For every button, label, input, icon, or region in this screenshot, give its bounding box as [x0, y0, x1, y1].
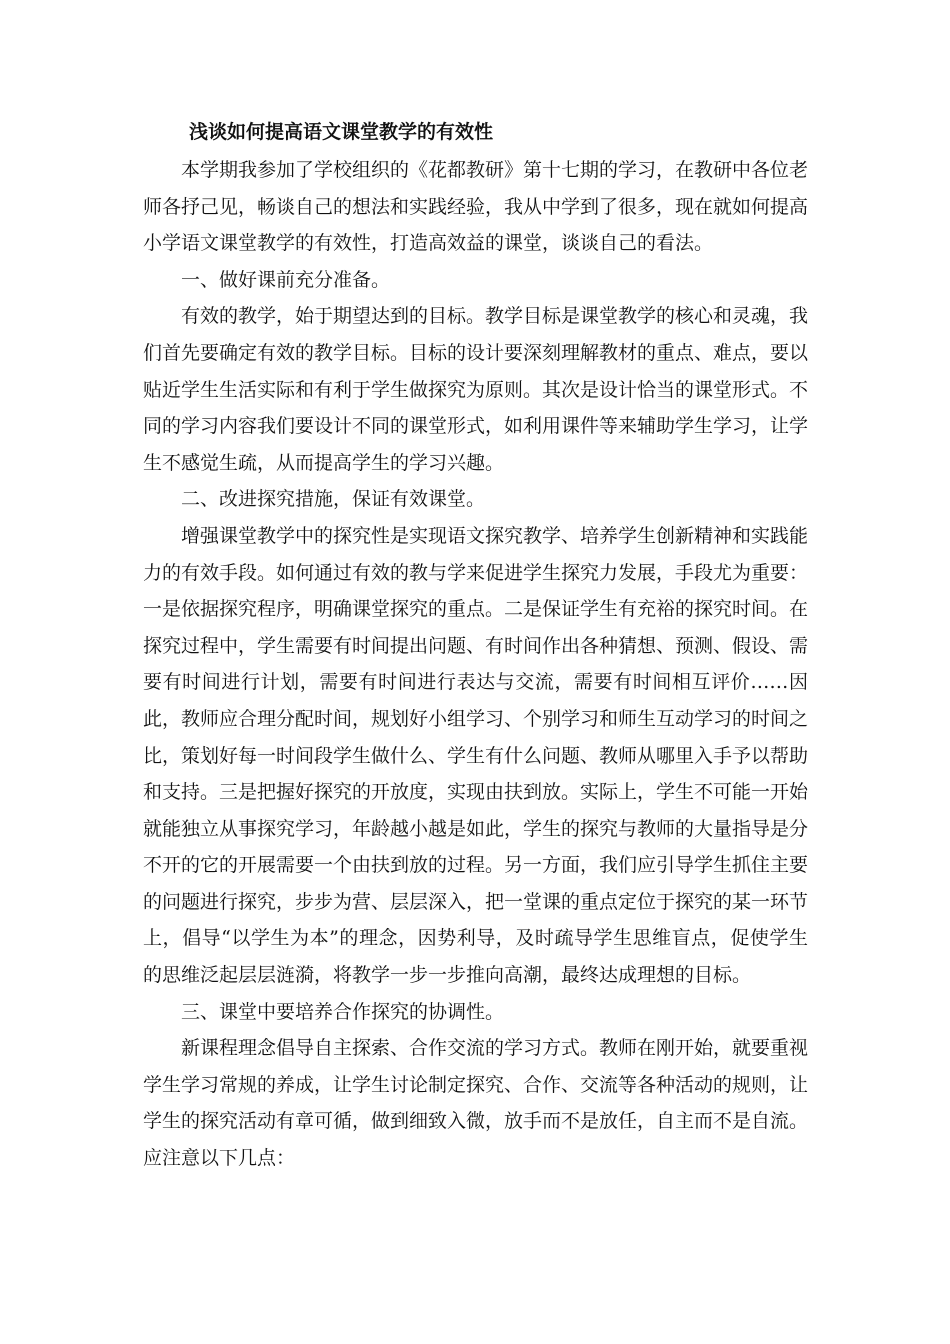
paragraph-points-intro: 应注意以下几点： — [143, 1147, 296, 1170]
document-title: 浅谈如何提高语文课堂教学的有效性 — [189, 121, 494, 143]
paragraph-intro: 本学期我参加了学校组织的《花都教研》第十七期的学习，在教研中各位老师各抒己见，畅谈自己的想法和实践经验，我从中学到了很多，现在就如何提高小学语文课堂教学的有效性，打造高效益的课堂，谈谈自己的看法。 — [143, 159, 809, 255]
paragraph-section-3: 新课程理念倡导自主探索、合作交流的学习方式。教师在刚开始，就要重视学生学习常规的养成，让学生讨论制定探究、合作、交流等各种活动的规则，让学生的探究活动有章可循，做到细致入微，放手而不是放任，自主而不是自流。 — [143, 1037, 809, 1133]
section-heading-2: 二、改进探究措施，保证有效课堂。 — [181, 488, 486, 511]
paragraph-section-2: 增强课堂教学中的探究性是实现语文探究教学、培养学生创新精神和实践能力的有效手段。如何通过有效的教与学来促进学生探究力发展，手段尤为重要：一是依据探究程序，明确课堂探究的重点。二是保证学生有充裕的探究时间。在探究过程中，学生需要有时间提出问题、有时间作出各种猜想、预测、假设、需要有时间进行计划，需要有时间进行表达与交流，需要有时间相互评价……因此，教师应合理分配时间，规划好小组学习、个别学习和师生互动学习的时间之比，策划好每一时间段学生做什么、学生有什么问题、教师从哪里入手予以帮助和支持。三是把握好探究的开放度，实现由扶到放。实际上，学生不可能一开始就能独立从事探究学习，年龄越小越是如此，学生的探究与教师的大量指导是分不开的它的开展需要一个由扶到放的过程。另一方面，我们应引导学生抓住主要的问题进行探究，步步为营、层层深入，把一堂课的重点定位于探究的某一环节上，倡导“以学生为本”的理念，因势利导，及时疏导学生思维盲点，促使学生的思维泛起层层涟漪，将教学一步一步推向高潮，最终达成理想的目标。 — [143, 524, 809, 987]
document-page — [143, 118, 808, 1177]
paragraph-section-1: 有效的教学，始于期望达到的目标。教学目标是课堂教学的核心和灵魂，我们首先要确定有效的教学目标。目标的设计要深刻理解教材的重点、难点，要以贴近学生生活实际和有利于学生做探究为原则。其次是设计恰当的课堂形式。不同的学习内容我们要设计不同的课堂形式，如利用课件等来辅助学生学习，让学生不感觉生疏，从而提高学生的学习兴趣。 — [143, 305, 809, 474]
section-heading-3: 三、课堂中要培养合作探究的协调性。 — [181, 1000, 505, 1023]
section-heading-1: 一、做好课前充分准备。 — [181, 268, 391, 291]
